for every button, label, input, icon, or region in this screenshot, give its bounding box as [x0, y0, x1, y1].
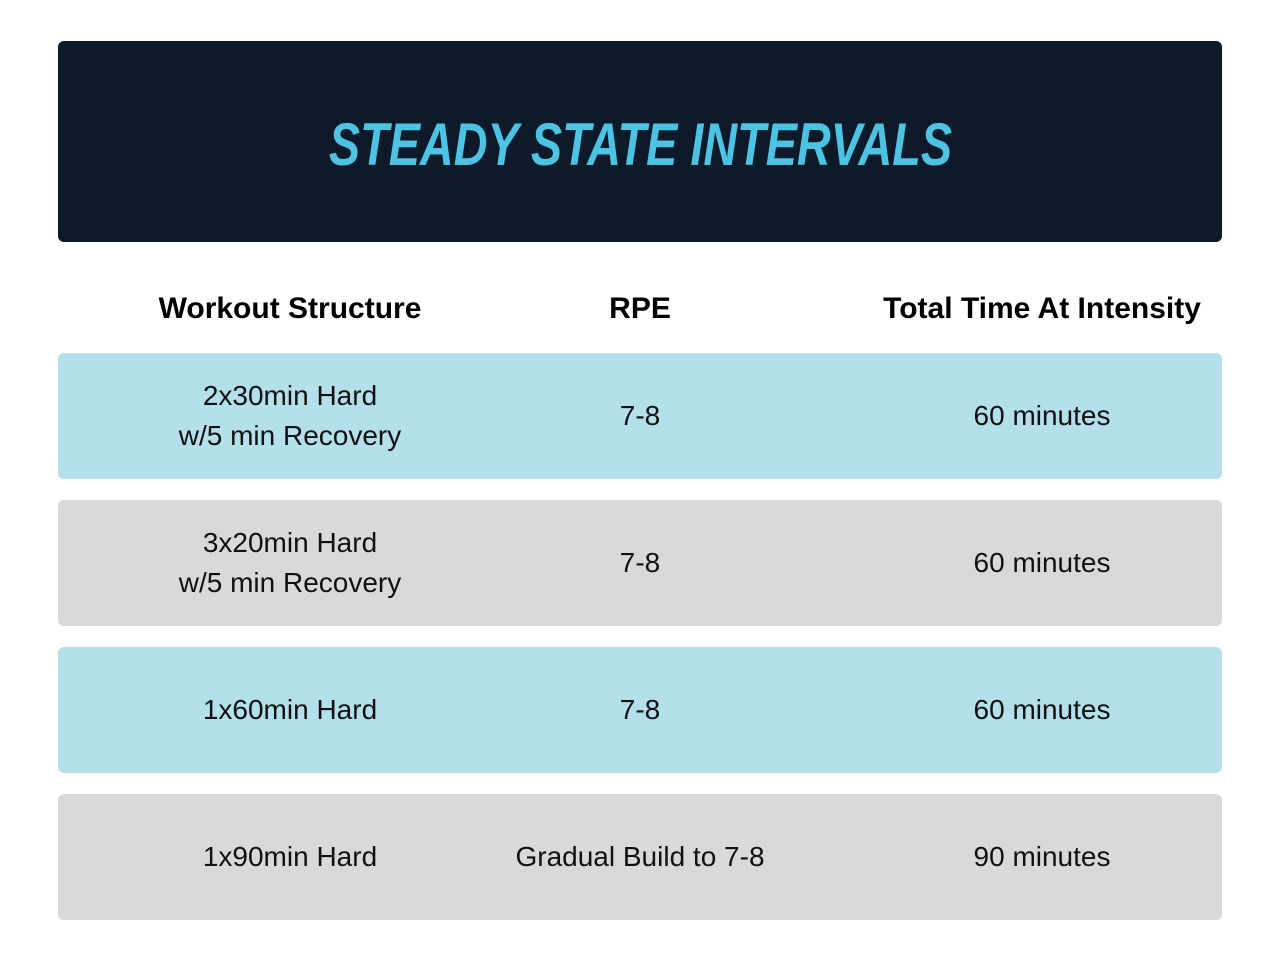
header-rpe: RPE: [609, 292, 671, 325]
title-banner: [58, 41, 1222, 242]
structure-line-1: 1x90min Hard: [202, 841, 378, 872]
cell-total-time: [842, 353, 1242, 479]
rpe-value: 7-8: [619, 547, 661, 578]
rpe-value: 7-8: [619, 400, 661, 431]
total-time-value: 90 minutes: [973, 841, 1111, 872]
cell-total-time: [842, 794, 1242, 920]
rpe-value: Gradual Build to 7-8: [515, 841, 765, 872]
table-row: [58, 794, 1222, 920]
total-time-value: 60 minutes: [973, 400, 1111, 431]
table-row: [58, 647, 1222, 773]
cell-total-time: [842, 500, 1242, 626]
total-time-value: 60 minutes: [973, 547, 1111, 578]
page-title: STEADY STATE INTERVALS: [328, 111, 952, 178]
cell-workout-structure: [58, 647, 522, 773]
table-header: [58, 282, 1222, 336]
table-row: [58, 500, 1222, 626]
structure-line-1: 3x20min Hard: [202, 527, 378, 558]
structure-line-2: w/5 min Recovery: [178, 567, 402, 598]
cell-workout-structure: [58, 353, 522, 479]
cell-workout-structure: [58, 500, 522, 626]
structure-line-1: 1x60min Hard: [202, 694, 378, 725]
table-row: [58, 353, 1222, 479]
total-time-value: 60 minutes: [973, 694, 1111, 725]
header-total-time: Total Time At Intensity: [883, 292, 1201, 325]
rpe-value: 7-8: [619, 694, 661, 725]
cell-rpe: [522, 500, 758, 626]
structure-line-1: 2x30min Hard: [202, 380, 378, 411]
cell-total-time: [842, 647, 1242, 773]
cell-workout-structure: [58, 794, 522, 920]
structure-line-2: w/5 min Recovery: [178, 420, 402, 451]
cell-rpe: [522, 647, 758, 773]
cell-rpe: [522, 353, 758, 479]
header-workout-structure: Workout Structure: [158, 292, 422, 325]
cell-rpe: [515, 794, 765, 920]
